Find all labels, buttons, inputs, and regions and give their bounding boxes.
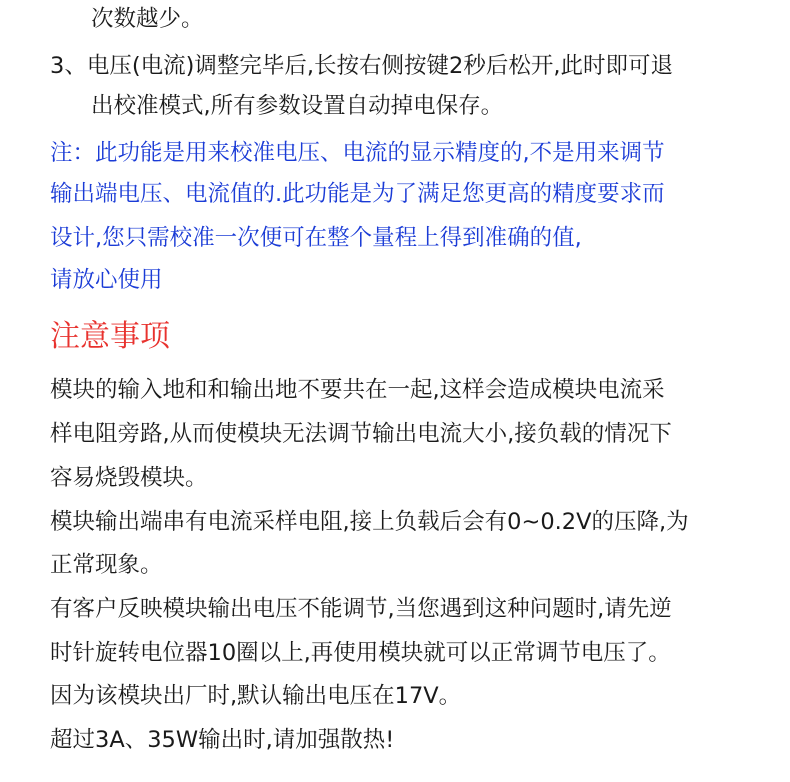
note-line3: 设计,您只需校准一次便可在整个量程上得到准确的值, [50, 225, 582, 251]
precaution-4-line1: 因为该模块出厂时,默认输出电压在17V。 [50, 683, 462, 709]
precaution-2-line2: 正常现象。 [50, 552, 163, 578]
precaution-1-line1: 模块的输入地和和输出地不要共在一起,这样会造成模块电流采 [50, 377, 665, 403]
precaution-3-line2: 时针旋转电位器10圈以上,再使用模块就可以正常调节电压了。 [50, 640, 671, 666]
precautions-heading: 注意事项 [50, 319, 170, 354]
precaution-3-line1: 有客户反映模块输出电压不能调节,当您遇到这种问题时,请先逆 [50, 596, 672, 622]
precaution-1-line3: 容易烧毁模块。 [50, 465, 208, 491]
step3-line2: 出校准模式,所有参数设置自动掉电保存。 [91, 93, 504, 119]
precaution-2-line1: 模块输出端串有电流采样电阻,接上负载后会有0~0.2V的压降,为 [50, 509, 689, 535]
step3-line1: 3、电压(电流)调整完毕后,长按右侧按键2秒后松开,此时即可退 [50, 53, 673, 79]
precaution-1-line2: 样电阻旁路,从而使模块无法调节输出电流大小,接负载的情况下 [50, 421, 672, 447]
note-line2: 输出端电压、电流值的.此功能是为了满足您更高的精度要求而 [50, 181, 665, 207]
note-line1: 注：此功能是用来校准电压、电流的显示精度的,不是用来调节 [50, 140, 665, 166]
note-line4: 请放心使用 [50, 267, 163, 293]
precaution-5-line1: 超过3A、35W输出时,请加强散热! [50, 727, 395, 753]
step2-tail: 次数越少。 [91, 6, 204, 32]
